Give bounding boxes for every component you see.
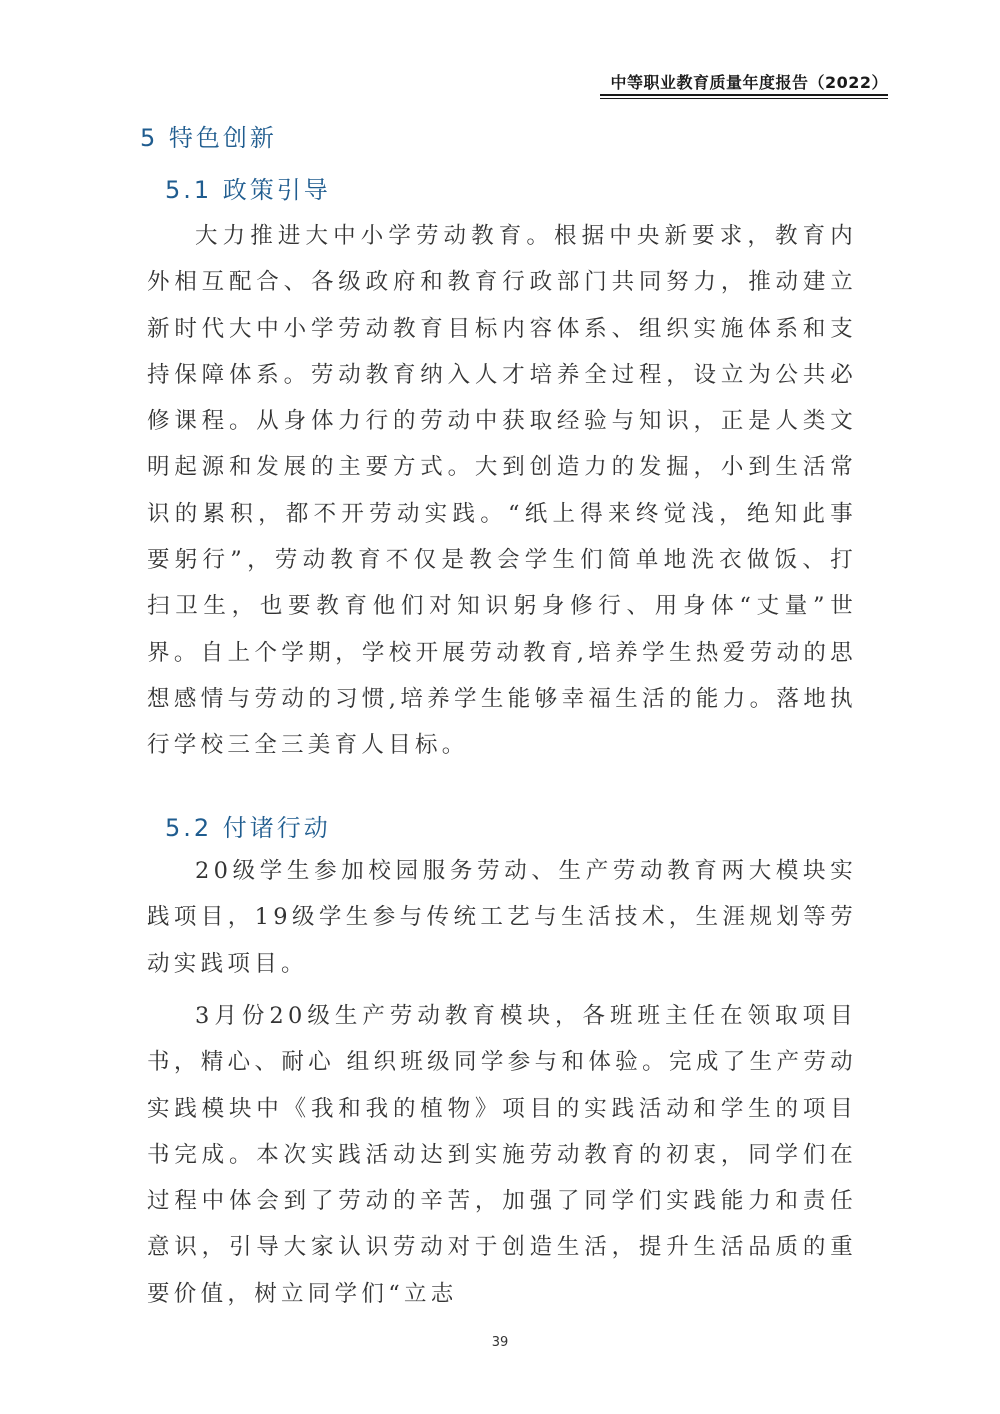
subsection-heading-5-2: 5.2 付诸行动 (165, 814, 331, 842)
page-number: 39 (491, 1335, 509, 1350)
body-paragraph: 20级学生参加校园服务劳动、生产劳动教育两大模块实践项目，19级学生参与传统工艺与生活技术，生涯规划等劳动实践项目。 (147, 858, 857, 977)
subsection-heading-5-1: 5.1 政策引导 (165, 176, 331, 204)
report-title: 中等职业教育质量年度报告（2022） (610, 73, 888, 92)
body-paragraph: 3月份20级生产劳动教育模块，各班班主任在领取项目书，精心、耐心 组织班级同学参与和体验。完成了生产劳动实践模块中《我和我的植物》项目的实践活动和学生的项目书完成。本次实践活动达到实施劳动教育的初衷，同学们在过程中体会到了劳动的辛苦，加强了同学们实践能力和责任意识，引导大家认识劳动对于创造生活，提升生活品质的重要价值，树立同学们“立志 (147, 1003, 857, 1307)
header-double-rule (600, 94, 888, 98)
section-heading: 5 特色创新 (140, 124, 277, 152)
body-paragraph: 大力推进大中小学劳动教育。根据中央新要求，教育内外相互配合、各级政府和教育行政部门共同努力，推动建立新时代大中小学劳动教育目标内容体系、组织实施体系和支持保障体系。劳动教育纳入人才培养全过程，设立为公共必修课程。从身体力行的劳动中获取经验与知识，正是人类文明起源和发展的主要方式。大到创造力的发掘，小到生活常识的累积，都不开劳动实践。“纸上得来终觉浅，绝知此事要躬行”，劳动教育不仅是教会学生们简单地洗衣做饭、打扫卫生，也要教育他们对知识躬身修行、用身体“丈量”世界。自上个学期，学校开展劳动教育,培养学生热爱劳动的思想感情与劳动的习惯,培养学生能够幸福生活的能力。落地执行学校三全三美育人目标。 (147, 223, 857, 759)
running-header (600, 70, 888, 96)
